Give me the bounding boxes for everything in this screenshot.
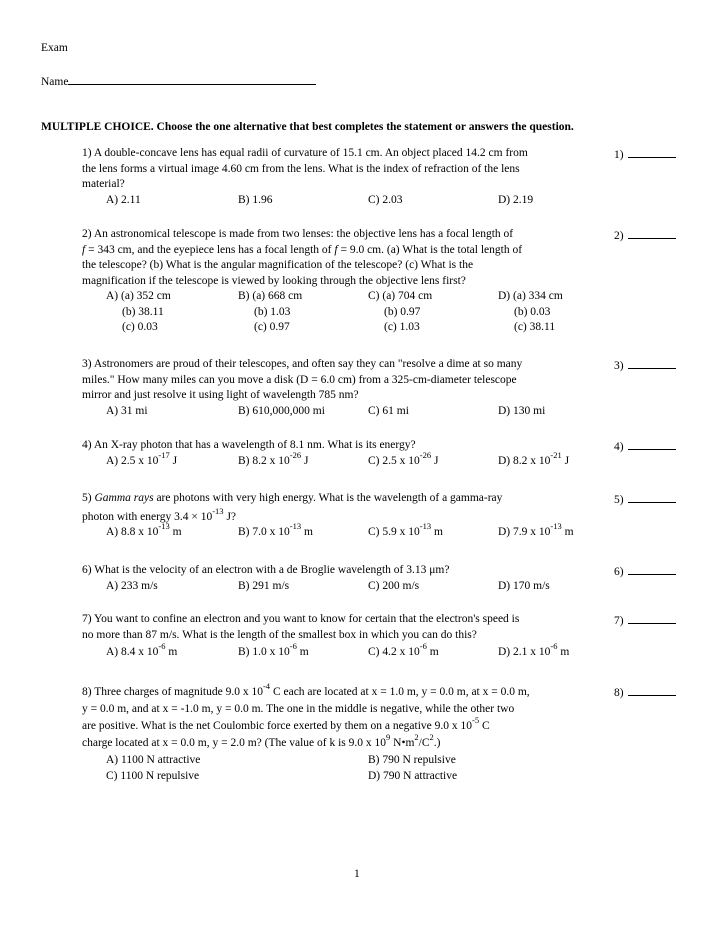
option-d[interactable]: D) 170 m/s <box>498 579 550 592</box>
option-c[interactable]: C) 2.03 <box>368 193 403 206</box>
question-8-options-row-2 <box>82 768 602 784</box>
question-7-text: 7) You want to confine an electron and you want to know for certain that the electron's speed is no more than 87 m/s. What is the length of the smallest box in which you can do this? <box>82 613 520 641</box>
question-3-options <box>82 404 602 420</box>
option-c[interactable]: C) 4.2 x $10^{-6}$ m <box>368 641 439 658</box>
option-a[interactable]: A) 31 mi <box>106 404 148 417</box>
question-1-options <box>82 193 602 209</box>
option-c-c: (c) 1.03 <box>384 321 420 333</box>
option-c[interactable]: C) 200 m/s <box>368 579 420 592</box>
option-a[interactable]: A) 8.4 x $10^{-6}$ m <box>106 641 178 658</box>
option-d[interactable]: D) 7.9 x $10^{-13}$ m <box>498 521 574 538</box>
option-c[interactable]: C) 2.5 x $10^{-26}$ J <box>368 449 439 467</box>
option-b[interactable]: B) 790 N repulsive <box>368 754 456 766</box>
option-b-b: (b) 1.03 <box>254 305 291 318</box>
answer-blank-4[interactable]: 4) <box>614 438 676 456</box>
question-6 <box>82 563 602 594</box>
option-c[interactable]: C) (a) 704 cm <box>368 290 433 302</box>
option-a[interactable]: A) 1100 N attractive <box>106 754 201 766</box>
question-4-text: 4) An X-ray photon that has a wavelength of 8.1 nm. What is its energy? <box>82 439 416 451</box>
option-b[interactable]: B) 7.0 x $10^{-13}$ m <box>238 521 313 538</box>
option-c[interactable]: C) 1100 N repulsive <box>106 769 200 782</box>
question-3 <box>82 357 602 419</box>
option-a[interactable]: A) 233 m/s <box>106 579 158 592</box>
question-3-text: 3) Astronomers are proud of their telescopes, and often say they can "resolve a dime at so many miles." How many miles can you move a disk (D = 6.0 cm) from a 325-cm-diameter telescope mirror and just resolve it using light of wavelength 785 nm? <box>82 358 523 401</box>
exam-title: Exam <box>41 42 68 54</box>
option-c[interactable]: C) 61 mi <box>368 404 409 417</box>
option-d[interactable]: D) 2.19 <box>498 193 534 206</box>
option-a-b: (b) 38.11 <box>122 305 164 318</box>
option-d[interactable]: D) 2.1 x $10^{-6}$ m <box>498 641 570 658</box>
option-a[interactable]: A) 8.8 x $10^{-13}$ m <box>106 521 182 538</box>
option-c[interactable]: C) 5.9 x $10^{-13}$ m <box>368 521 443 538</box>
answer-blank-5[interactable]: 5) <box>614 491 676 509</box>
question-6-options <box>82 579 602 595</box>
instructions: MULTIPLE CHOICE. Choose the one alternative that best completes the statement or answers the question. <box>41 121 574 133</box>
answer-blank-3[interactable]: 3) <box>614 357 676 375</box>
question-2-line-2: f = 343 cm, and the eyepiece lens has a focal length of f = 9.0 cm. (a) What is the total length of <box>82 243 523 256</box>
option-d[interactable]: D) 8.2 x $10^{-21}$ J <box>498 449 570 467</box>
option-a[interactable]: A) 2.5 x $10^{-17}$ J <box>106 449 178 467</box>
option-b[interactable]: B) 291 m/s <box>238 579 290 592</box>
question-2-options-row-2 <box>82 305 602 321</box>
option-c-b: (b) 0.97 <box>384 305 421 318</box>
question-5-text: 5) Gamma rays are photons with very high energy. What is the wavelength of a gamma-ray photon with energy $3.4 \times 10^{-13}$ J? <box>82 492 503 523</box>
question-2-text: 2) An astronomical telescope is made from two lenses: the objective lens has a focal length of f = 343 cm, and the eyepiece lens has a focal length of f = 9.0 cm. (a) What is the total length of the telescope? (b) What is the angular magnification of the telescope? (c) What is the magnification if the telescope is viewed by looking through the objective lens first? <box>82 227 602 289</box>
question-7 <box>82 612 602 661</box>
option-b[interactable]: B) 1.96 <box>238 193 273 206</box>
option-d-b: (b) 0.03 <box>514 305 551 318</box>
question-8 <box>82 681 602 783</box>
answer-blank-7[interactable]: 7) <box>614 612 676 630</box>
name-underline <box>68 73 316 85</box>
option-b[interactable]: B) (a) 668 cm <box>238 290 303 302</box>
page-number: 1 <box>354 868 360 880</box>
option-d[interactable]: D) 790 N attractive <box>368 769 458 782</box>
option-b[interactable]: B) 610,000,000 mi <box>238 404 325 417</box>
option-b[interactable]: B) 8.2 x $10^{-26}$ J <box>238 449 309 467</box>
question-2-options-row-1 <box>82 289 602 305</box>
question-1 <box>82 146 602 208</box>
answer-blank-2[interactable]: 2) <box>614 227 676 245</box>
option-b[interactable]: B) 1.0 x $10^{-6}$ m <box>238 641 309 658</box>
question-8-text: 8) Three charges of magnitude 9.0 x $10^{-4}$ C each are located at x = 1.0 m, y = 0.0 m, at x = 0.0 m, y = 0.0 m, and at x = -1.0 m, y = 0.0 m. The one in the middle is negative, while the other two are positive. What is the net Coulombic force exerted by them on a negative 9.0 x $10^{-5}$ C charge located at x = 0.0 m, y = 2.0 m? (The value of k is 9.0 x $10^9$ $N•m^2/C^2$.) <box>82 681 530 749</box>
question-6-text: 6) What is the velocity of an electron with a de Broglie wavelength of 3.13 μm? <box>82 564 450 576</box>
option-d-c: (c) 38.11 <box>514 321 556 333</box>
question-2 <box>82 227 602 336</box>
option-a[interactable]: A) 2.11 <box>106 193 141 206</box>
question-5-options <box>82 521 602 541</box>
answer-blank-8[interactable]: 8) <box>614 684 676 702</box>
question-4 <box>82 438 602 469</box>
name-field[interactable] <box>41 73 316 91</box>
option-b-c: (c) 0.97 <box>254 321 290 333</box>
option-a[interactable]: A) (a) 352 cm <box>106 290 171 302</box>
option-d[interactable]: D) 130 mi <box>498 404 546 417</box>
question-5 <box>82 491 602 541</box>
question-2-options-row-3 <box>82 320 602 336</box>
option-d[interactable]: D) (a) 334 cm <box>498 290 563 302</box>
question-4-options <box>82 449 602 470</box>
question-7-options <box>82 641 602 661</box>
answer-blank-1[interactable]: 1) <box>614 146 676 164</box>
question-1-text: 1) A double-concave lens has equal radii of curvature of 15.1 cm. An object placed 14.2 cm from the lens forms a virtual image 4.60 cm from the lens. What is the index of refraction of the lens material? <box>82 147 528 190</box>
answer-blank-6[interactable]: 6) <box>614 563 676 581</box>
option-a-c: (c) 0.03 <box>122 321 158 333</box>
name-label: Name <box>41 76 69 88</box>
question-8-options-row-1 <box>82 752 602 768</box>
